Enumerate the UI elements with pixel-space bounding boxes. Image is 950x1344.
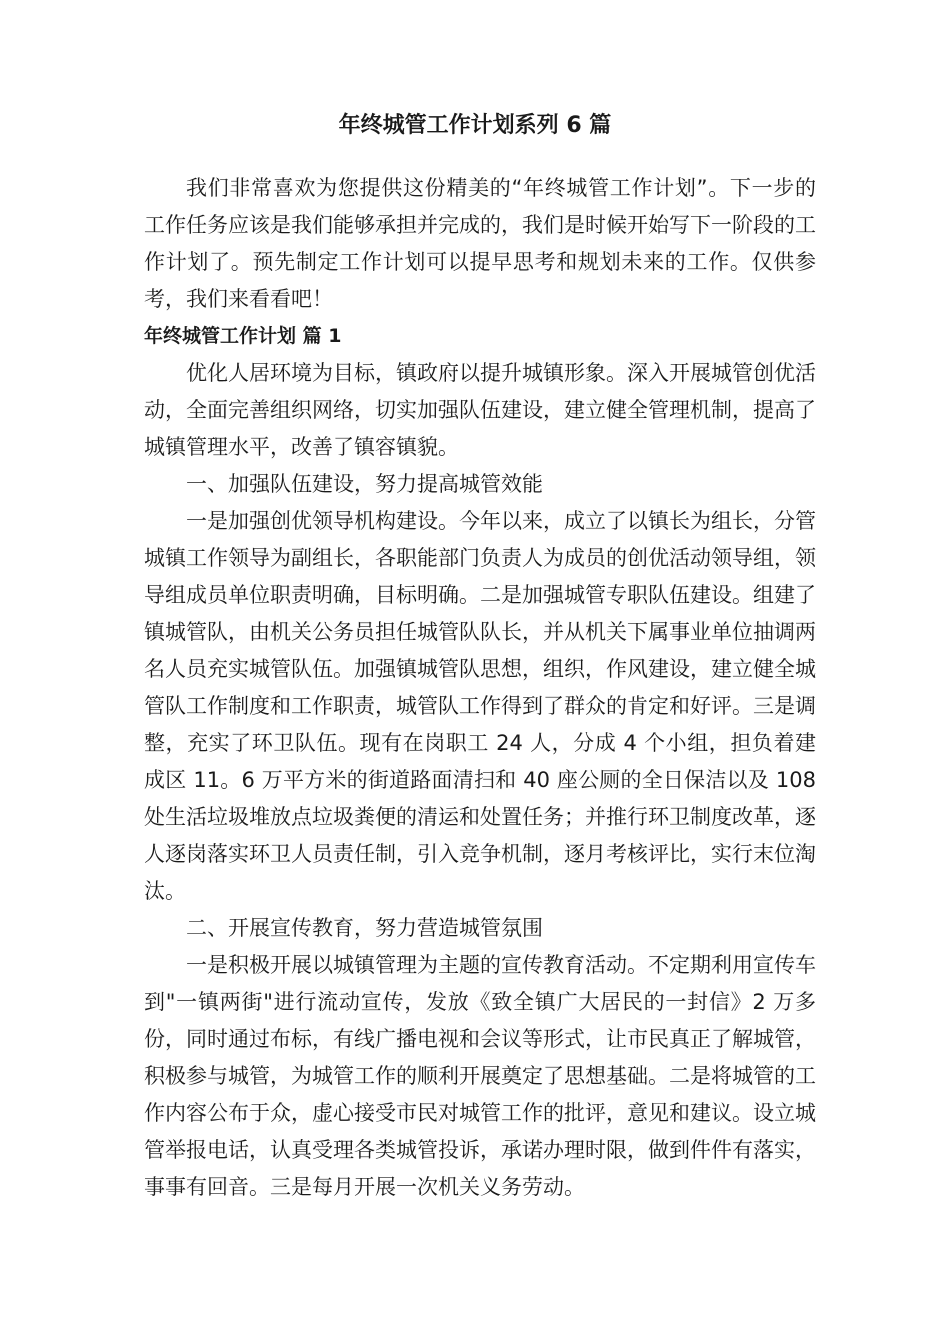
body-paragraph: 优化人居环境为目标，镇政府以提升城镇形象。深入开展城管创优活动，全面完善组织网络，切实加强队伍建设，建立健全管理机制，提高了城镇管理水平，改善了镇容镇貌。 [144,361,816,459]
body-paragraph: 一是加强创优领导机构建设。今年以来，成立了以镇长为组长，分管城镇工作领导为副组长，各职能部门负责人为成员的创优活动领导组，领导组成员单位职责明确，目标明确。二是加强城管专职队伍建设。组建了镇城管队，由机关公务员担任城管队队长，并从机关下属事业单位抽调两名人员充实城管队伍。加强镇城管队思想，组织，作风建设，建立健全城管队工作制度和工作职责，城管队工作得到了群众的肯定和好评。三是调整，充实了环卫队伍。现有在岗职工 24 人，分成 4 个小组，担负着建成区 11。6 万平方米的街道路面清扫和 40 座公厕的全日保洁以及 108 处生活垃圾堆放点垃圾粪便的清运和处置任务；并推行环卫制度改革，逐人逐岗落实环卫人员责任制，引入竞争机制，逐月考核评比，实行末位淘汰。 [144,509,816,903]
subsection-heading: 一、加强队伍建设，努力提高城管效能 [186,472,543,496]
document-title: 年终城管工作计划系列 6 篇 [338,113,612,138]
intro-paragraph: 我们非常喜欢为您提供这份精美的“年终城管工作计划”。下一步的工作任务应该是我们能够承担并完成的，我们是时候开始写下一阶段的工作计划了。预先制定工作计划可以提早思考和规划未来的工作。仅供参考，我们来看看吧！ [144,176,816,311]
section-heading: 年终城管工作计划 篇 1 [144,325,342,347]
body-paragraph: 一是积极开展以城镇管理为主题的宣传教育活动。不定期利用宣传车到"一镇两街"进行流动宣传，发放《致全镇广大居民的一封信》2 万多份，同时通过布标，有线广播电视和会议等形式，让市民真正了解城管，积极参与城管，为城管工作的顺利开展奠定了思想基础。二是将城管的工作内容公布于众，虚心接受市民对城管工作的批评，意见和建议。设立城管举报电话，认真受理各类城管投诉，承诺办理时限，做到件件有落实，事事有回音。三是每月开展一次机关义务劳动。 [144,953,816,1199]
document-body [144,170,816,1206]
subsection-heading: 二、开展宣传教育，努力营造城管氛围 [186,916,543,940]
